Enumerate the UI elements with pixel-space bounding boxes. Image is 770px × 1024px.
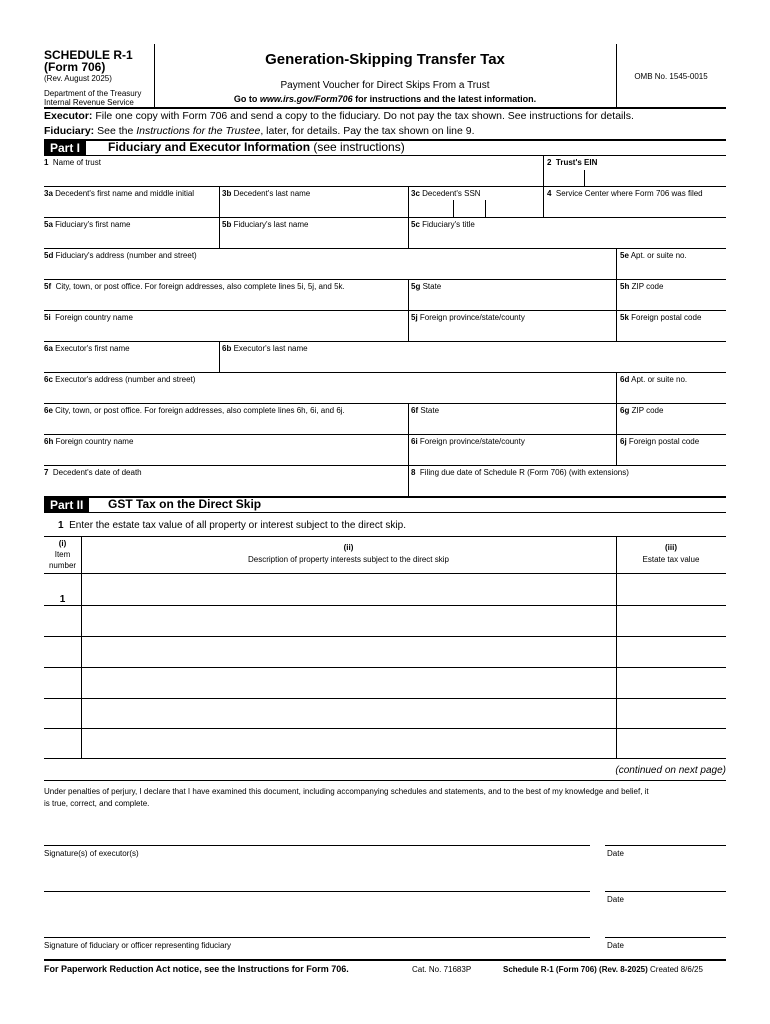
part1-title-text: Fiduciary and Executor Information <box>108 140 311 154</box>
signature-executor-line[interactable] <box>44 866 590 890</box>
field-fiduciary-last-name[interactable]: 5b Fiduciary's last name <box>222 220 309 229</box>
field-fiduciary-apt[interactable]: 5e Apt. or suite no. <box>620 251 687 260</box>
field-decedent-first-name[interactable]: 3a Decedent's first name and middle initial <box>44 189 195 198</box>
date-label: Date <box>607 895 624 904</box>
form-subtitle: Payment Voucher for Direct Skips From a Trust <box>280 80 490 91</box>
row-item-number: 1 <box>59 594 66 605</box>
table-row[interactable] <box>44 729 726 758</box>
part2-line1 <box>58 520 406 531</box>
field-executor-apt[interactable]: 6d Apt. or suite no. <box>620 375 688 384</box>
field-executor-last-name[interactable]: 6b Executor's last name <box>222 344 308 353</box>
field-fiduciary-title[interactable]: 5c Fiduciary's title <box>411 220 475 229</box>
field-decedent-ssn[interactable]: 3c Decedent's SSN <box>411 189 481 198</box>
form-number: (Form 706) <box>44 60 106 74</box>
field-executor-state[interactable]: 6f State <box>411 406 440 415</box>
field-trust-name[interactable]: 1 Name of trust <box>44 158 101 167</box>
field-service-center[interactable]: 4 Service Center where Form 706 was filed <box>547 189 703 198</box>
omb-number: OMB No. 1545-0015 <box>634 72 708 81</box>
perjury-statement: Under penalties of perjury, I declare that I have examined this document, including accompanying schedules and statements, and to the best of my knowledge and belief, it is true, correct, and complete. <box>44 787 649 808</box>
goto-prefix: Go to <box>233 94 260 104</box>
field-date-of-death[interactable]: 7 Decedent's date of death <box>44 468 142 477</box>
signature-fiduciary-line[interactable] <box>44 912 590 936</box>
instructions-link-line <box>154 94 616 104</box>
field-fiduciary-state[interactable]: 5g State <box>411 282 442 291</box>
line1-text: Enter the estate tax value of all property or interest subject to the direct skip. <box>69 520 406 531</box>
table-row[interactable] <box>44 699 726 728</box>
field-filing-due-date[interactable]: 8 Filing due date of Schedule R (Form 706) (with extensions) <box>411 468 629 477</box>
fiduciary-label: Fiduciary: <box>44 125 95 137</box>
col-description-header: (ii) Description of property interests subject to the direct skip <box>248 543 449 564</box>
form-title: Generation-Skipping Transfer Tax <box>265 51 505 68</box>
catalog-number: Cat. No. 71683P <box>412 965 472 974</box>
col-item-number-header: (i) Item number <box>48 539 77 570</box>
fiduciary-text: See the <box>94 125 137 137</box>
part1-title-suffix: (see instructions) <box>310 140 405 154</box>
revision-date: (Rev. August 2025) <box>44 74 112 83</box>
table-row[interactable] <box>44 574 726 605</box>
form-header <box>0 0 770 108</box>
fiduciary-instruction <box>44 125 475 137</box>
field-fiduciary-foreign-province[interactable]: 5j Foreign province/state/county <box>411 313 525 322</box>
agency: Internal Revenue Service <box>44 98 134 107</box>
field-executor-first-name[interactable]: 6a Executor's first name <box>44 344 130 353</box>
date-field[interactable] <box>605 820 726 844</box>
field-trust-ein[interactable]: 2 Trust's EIN <box>547 158 598 167</box>
part1-tag: Part I <box>44 140 86 156</box>
signature-executor-line[interactable] <box>44 820 590 844</box>
irs-url[interactable]: www.irs.gov/Form706 <box>259 94 353 104</box>
schedule-name: SCHEDULE R-1 <box>44 48 133 62</box>
field-executor-foreign-country[interactable]: 6h Foreign country name <box>44 437 134 446</box>
executor-label: Executor: <box>44 110 93 122</box>
executor-text: File one copy with Form 706 and send a copy to the fiduciary. Do not pay the tax shown. See instructions for details. <box>92 110 634 122</box>
field-executor-address[interactable]: 6c Executor's address (number and street) <box>44 375 196 384</box>
line1-number: 1 <box>58 520 64 531</box>
field-executor-city[interactable]: 6e City, town, or post office. For foreign addresses, also complete lines 6h, 6i, and 6j. <box>44 406 345 415</box>
paperwork-notice: For Paperwork Reduction Act notice, see the Instructions for Form 706. <box>44 964 349 974</box>
field-executor-foreign-province[interactable]: 6i Foreign province/state/county <box>411 437 525 446</box>
part1-title <box>108 139 405 155</box>
date-field[interactable] <box>605 912 726 936</box>
field-fiduciary-first-name[interactable]: 5a Fiduciary's first name <box>44 220 131 229</box>
field-fiduciary-address[interactable]: 5d Fiduciary's address (number and street) <box>44 251 197 260</box>
department: Department of the Treasury <box>44 89 142 98</box>
field-executor-foreign-postal[interactable]: 6j Foreign postal code <box>620 437 700 446</box>
field-decedent-last-name[interactable]: 3b Decedent's last name <box>222 189 311 198</box>
table-row[interactable] <box>44 606 726 636</box>
date-field[interactable] <box>605 866 726 890</box>
field-fiduciary-city[interactable]: 5f City, town, or post office. For foreign addresses, also complete lines 5i, 5j, and 5k. <box>44 282 345 291</box>
table-row[interactable] <box>44 668 726 698</box>
table-row[interactable] <box>44 637 726 667</box>
fiduciary-text-end: , later, for details. Pay the tax shown on line 9. <box>260 125 475 137</box>
date-label: Date <box>607 849 624 858</box>
date-label: Date <box>607 941 624 950</box>
executor-instruction <box>44 110 634 122</box>
signature-fiduciary-label: Signature of fiduciary or officer representing fiduciary <box>44 941 232 950</box>
field-fiduciary-foreign-postal[interactable]: 5k Foreign postal code <box>620 313 702 322</box>
col-estate-value-header: (iii) Estate tax value <box>642 543 700 564</box>
trustee-instructions-ref: Instructions for the Trustee <box>136 125 261 137</box>
form-footer-id: Schedule R-1 (Form 706) (Rev. 8-2025) Created 8/6/25 <box>503 965 703 974</box>
field-executor-zip[interactable]: 6g ZIP code <box>620 406 664 415</box>
part2-title: GST Tax on the Direct Skip <box>108 497 262 511</box>
goto-suffix: for instructions and the latest information. <box>352 94 537 104</box>
field-fiduciary-foreign-country[interactable]: 5i Foreign country name <box>44 313 133 322</box>
continued-note: (continued on next page) <box>615 765 726 776</box>
part2-tag: Part II <box>44 497 89 513</box>
field-fiduciary-zip[interactable]: 5h ZIP code <box>620 282 664 291</box>
signature-executor-label: Signature(s) of executor(s) <box>44 849 139 858</box>
